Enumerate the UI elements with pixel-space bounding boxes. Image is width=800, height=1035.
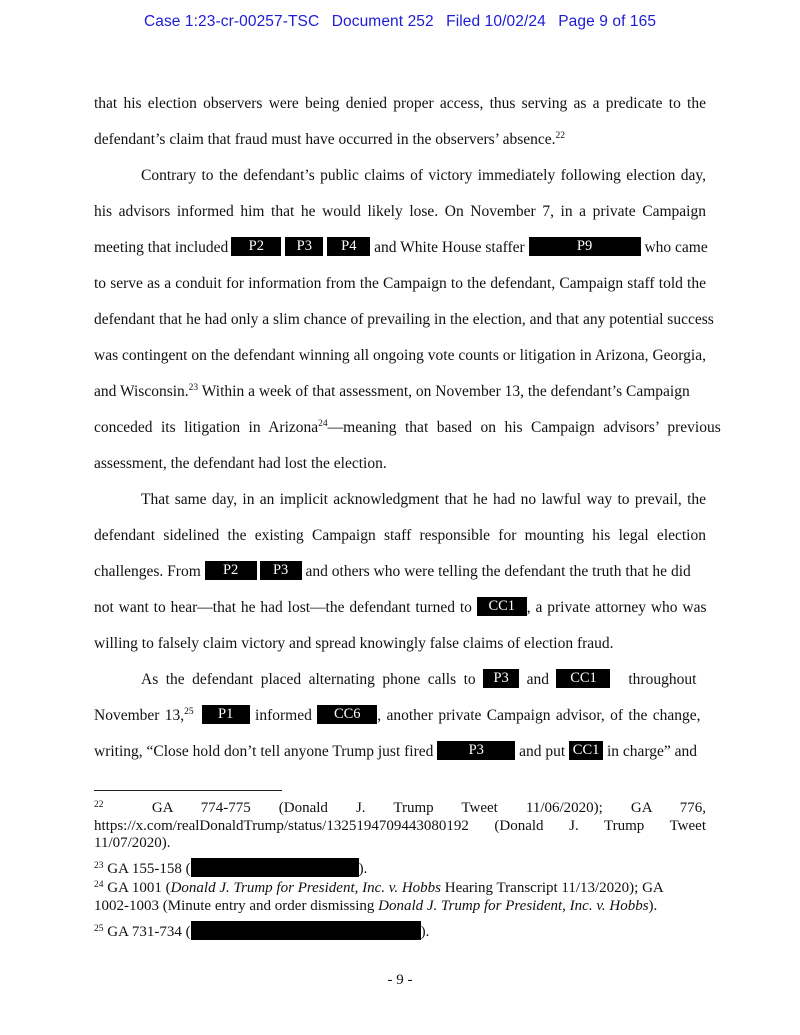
text-line: challenges. From P2 P3 and others who were telling the defendant the truth that he did — [94, 562, 691, 580]
footnote-number: 24 — [94, 880, 104, 890]
redaction-box: P2 — [205, 561, 257, 580]
redaction-box: CC1 — [556, 669, 610, 688]
redaction-box: P3 — [483, 669, 519, 688]
footnote-ref: 24 — [318, 419, 328, 429]
text-line: writing, “Close hold don’t tell anyone Trump just fired P3 and put CC1 in charge” and — [94, 742, 698, 760]
text-line: November 13,25 P1 informed CC6 , another private Campaign advisor, of the change, — [94, 706, 701, 724]
footnote-22: $^{22}$ GA 774-775 (Donald J. Trump Tweet 11/06/2020); GA 776, https://x.com/realDonaldTrump/status/1325194709443080192 (Donald J. Trump Tweet 11/07/2020). — [94, 800, 707, 851]
case-number: Case 1:23-cr-00257-TSC — [143, 13, 320, 30]
footnote-number: 25 — [94, 924, 104, 934]
text-line: to serve as a conduit for information from the Campaign to the defendant, Campaign staff told the — [94, 275, 706, 292]
redaction-box: P1 — [202, 705, 250, 724]
page-count: Page 9 of 165 — [558, 13, 657, 30]
text-line: his advisors informed him that he would likely lose. On November 7, in a private Campaign — [94, 203, 706, 220]
footnote-25: $^{25}$ GA 731-734 ( ). — [94, 921, 706, 942]
redaction-box: P3 — [260, 561, 302, 580]
redaction-box: CC6 — [317, 705, 377, 724]
document-number: Document 252 — [331, 13, 434, 30]
redaction-box: P2 — [231, 237, 281, 256]
footnote-number: 23 — [94, 861, 104, 871]
redaction-box: CC1 — [477, 597, 527, 616]
filed-date: Filed 10/02/24 — [446, 13, 546, 30]
footnote-ref: 25 — [184, 707, 194, 717]
redaction-box: CC1 — [569, 741, 603, 760]
text-line: conceded its litigation in Arizona$^{24}$—meaning that based on his Campaign advisors’ previous — [94, 419, 721, 436]
footnote-ref: 23 — [188, 383, 199, 393]
redaction-box: P4 — [327, 237, 370, 256]
text-line: meeting that included P2 P3 P4 and White House staffer P9 who came — [94, 238, 708, 256]
text-line: As the defendant placed alternating phone calls to P3 and CC1 throughout — [141, 670, 697, 688]
redaction-box — [191, 858, 359, 877]
redaction-box — [191, 921, 421, 940]
text-line: was contingent on the defendant winning all ongoing vote counts or litigation in Arizona, Georgia, — [94, 347, 706, 364]
footnote-ref: 22 — [555, 131, 566, 141]
redaction-box: P3 — [285, 237, 323, 256]
text-line: defendant that he had only a slim chance of prevailing in the election, and that any potential success — [94, 311, 714, 328]
case-header — [0, 13, 800, 31]
text-line: willing to falsely claim victory and spread knowingly false claims of election fraud. — [94, 635, 614, 652]
footnote-24: $^{24}$ GA 1001 (Donald J. Trump for President, Inc. v. Hobbs Hearing Transcript 11/13/2020); GA 1002-1003 (Minute entry and order dismissing Donald J. Trump for President, Inc. v. Hobbs). — [94, 880, 664, 914]
text-line: defendant sidelined the existing Campaign staff responsible for mounting his legal election — [94, 527, 706, 544]
footnote-number: 22 — [94, 800, 104, 810]
footnote-divider — [94, 790, 282, 791]
text-line: That same day, in an implicit acknowledgment that he had no lawful way to prevail, the — [141, 491, 706, 508]
footnote-23: $^{23}$ GA 155-158 ( ). — [94, 858, 706, 879]
text-line: that his election observers were being denied proper access, thus serving as a predicate to the — [94, 95, 706, 112]
text-line: and Wisconsin.$^{23}$ Within a week of that assessment, on November 13, the defendant’s Campaign — [94, 383, 690, 400]
text-line: Contrary to the defendant’s public claims of victory immediately following election day, — [141, 167, 706, 184]
redaction-box: P3 — [437, 741, 515, 760]
redaction-box: P9 — [529, 237, 641, 256]
text-line: defendant’s claim that fraud must have occurred in the observers’ absence.$^{22}$ — [94, 131, 566, 148]
text-line: not want to hear—that he had lost—the defendant turned to CC1 , a private attorney who was — [94, 598, 707, 616]
page-number: - 9 - — [387, 972, 413, 988]
text-line: assessment, the defendant had lost the election. — [94, 455, 387, 472]
tweet-link[interactable]: https://x.com/realDonaldTrump/status/1325194709443080192 (Donald J. Trump Tweet — [94, 817, 706, 834]
